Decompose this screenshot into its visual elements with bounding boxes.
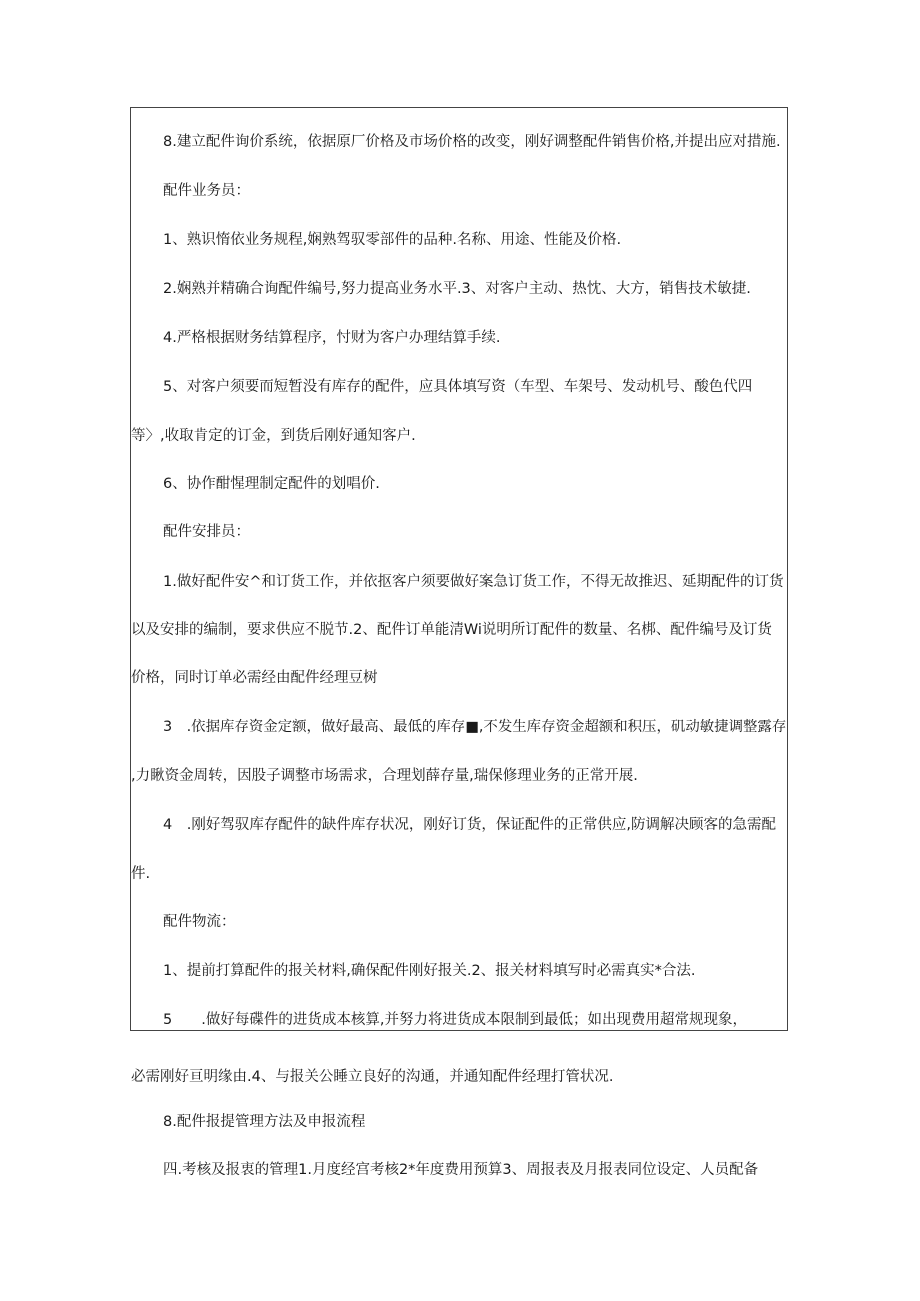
text-line: 8.配件报提管理方法及申报流程 <box>163 1114 366 1130</box>
section-heading: 配件物流： <box>163 914 236 930</box>
text-line: 以及安排的编制，要求供应不脱节.2、配件订单能清Wi说明所订配件的数量、名梆、配件编号及订货 <box>131 622 772 638</box>
text-line: 5 .做好每碟件的进货成本核算,并努力将进货成本限制到最低；如出现费用超常规现象， <box>163 1012 747 1028</box>
text-line: 3 .依据库存资金定额，做好最高、最低的库存■,不发生库存资金超额和积压，矶动敏捷调整露存 <box>163 719 787 735</box>
section-heading: 配件业务员： <box>163 183 250 199</box>
text-line: 等〉,收取肯定的订金，到货后刚好通知客户. <box>131 428 416 444</box>
text-line: 8.建立配件询价系统，依据原厂价格及市场价格的改变，刚好调整配件销售价格,并提出应对措施. <box>163 134 781 150</box>
text-line: 1.做好配件安^和订货工作，并依抠客户须要做好案急订货工作，不得无故推迟、延期配件的订货 <box>163 574 784 590</box>
text-line: 件. <box>131 866 151 882</box>
section-heading: 配件安排员： <box>163 524 250 540</box>
text-line: 2.娴熟并精确合询配件编号,努力提高业务水平.3、对客户主动、热忱、大方，销售技术敏捷. <box>163 281 751 297</box>
text-line: ,力瞅资金周转，因股子调整市场需求，合理划薛存量,瑞保修理业务的正常开展. <box>131 768 638 784</box>
text-line: 4.严格根据财务结算程序，忖财为客户办理结算手续. <box>163 330 501 346</box>
text-line: 5、对客户须要而短暂没有库存的配件，应具体填写资（车型、车架号、发动机号、酸色代四 <box>163 379 753 395</box>
text-line: 1、熟识惰依业务规程,娴熟驾驭零部件的品种.名称、用途、性能及价格. <box>163 232 622 248</box>
text-line: 1、提前打算配件的报关材料,确保配件刚好报关.2、报关材料填写时必需真实*合法. <box>163 963 696 979</box>
text-line: 6、协作酣惺理制定配件的划唱价. <box>163 476 380 492</box>
text-line: 四.考核及报衷的管理1.月度经宫考核2*年度费用预算3、周报表及月报表同位设定、人员配备 <box>163 1162 759 1178</box>
text-line: 4 .刚好驾驭库存配件的缺件库存状况，刚好订货，保证配件的正常供应,防调解决顾客的急需配 <box>163 817 776 833</box>
text-line: 必需刚好亘明缘由.4、与报关公睡立良好的沟通，并通知配件经理打管状况. <box>131 1069 614 1085</box>
text-line: 价格，同时订单必需经由配件经理豆树 <box>131 670 378 686</box>
